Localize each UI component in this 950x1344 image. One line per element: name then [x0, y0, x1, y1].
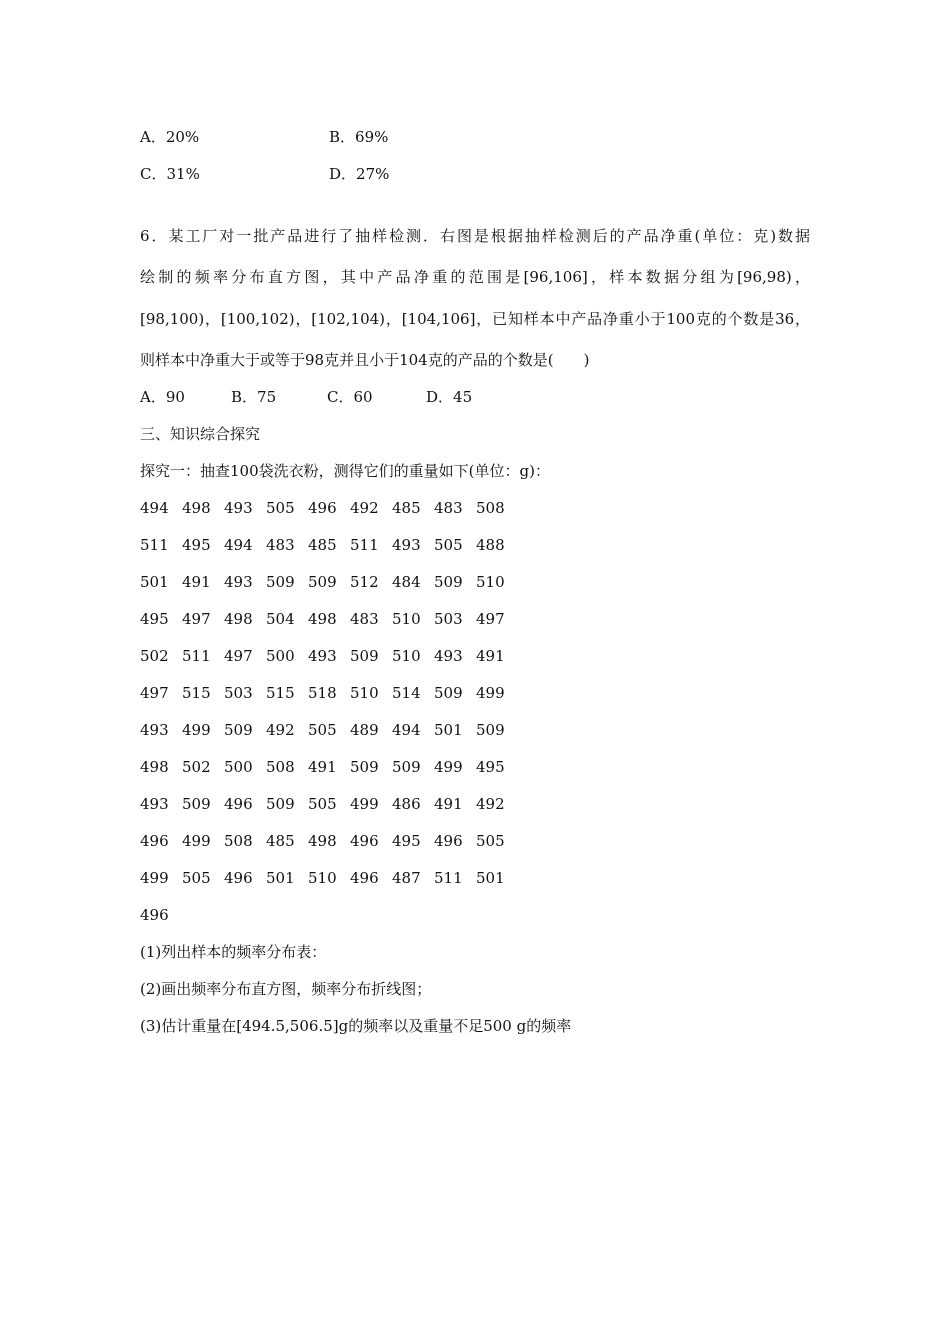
data-cell: 496: [224, 869, 253, 887]
task-1: (1)列出样本的频率分布表：: [140, 943, 327, 961]
data-cell: 499: [182, 721, 211, 739]
data-row: [140, 609, 518, 629]
data-cell: 508: [224, 832, 253, 850]
q6-text-line-4: 则样本中净重大于或等于98克并且小于104克的产品的个数是( ): [140, 351, 590, 369]
q6-option-b: B．75: [231, 388, 277, 406]
data-cell: 509: [434, 573, 463, 591]
data-cell: 496: [140, 832, 169, 850]
data-cell: 505: [308, 795, 337, 813]
data-cell: 501: [140, 573, 169, 591]
data-cell: 518: [308, 684, 337, 702]
data-cell: 514: [392, 684, 421, 702]
data-cell: 483: [350, 610, 379, 628]
data-cell: 502: [182, 758, 211, 776]
data-cell: 511: [140, 536, 169, 554]
data-row: [140, 794, 518, 814]
data-cell: 502: [140, 647, 169, 665]
data-row: [140, 720, 518, 740]
data-cell: 493: [140, 721, 169, 739]
data-cell: 509: [350, 758, 379, 776]
data-cell: 498: [140, 758, 169, 776]
data-cell: 505: [182, 869, 211, 887]
data-row: [140, 831, 518, 851]
data-cell: 494: [140, 499, 169, 517]
data-cell: 498: [308, 832, 337, 850]
data-cell: 505: [266, 499, 295, 517]
data-cell: 483: [266, 536, 295, 554]
data-cell: 493: [308, 647, 337, 665]
data-cell: 509: [308, 573, 337, 591]
data-cell: 493: [224, 499, 253, 517]
data-cell: 495: [182, 536, 211, 554]
data-cell: 496: [140, 906, 169, 924]
data-row: [140, 905, 182, 925]
section-title: 三、知识综合探究: [140, 425, 261, 443]
data-cell: 485: [308, 536, 337, 554]
data-cell: 491: [434, 795, 463, 813]
data-cell: 485: [266, 832, 295, 850]
explore-intro: 探究一：抽查100袋洗衣粉，测得它们的重量如下(单位：g)：: [140, 462, 550, 480]
data-row: [140, 683, 518, 703]
data-cell: 496: [308, 499, 337, 517]
data-cell: 505: [476, 832, 505, 850]
data-cell: 501: [266, 869, 295, 887]
data-row: [140, 572, 518, 592]
q6-text-line-3: [98,100)，[100,102)，[102,104)，[104,106]，已知样本中产品净重小于100克的个数是36，: [140, 310, 810, 328]
data-cell: 509: [266, 573, 295, 591]
data-cell: 493: [434, 647, 463, 665]
data-cell: 501: [476, 869, 505, 887]
data-row: [140, 535, 518, 555]
data-cell: 510: [476, 573, 505, 591]
data-cell: 509: [392, 758, 421, 776]
q5-option-d: D．27%: [329, 165, 390, 183]
data-cell: 496: [350, 832, 379, 850]
data-cell: 495: [476, 758, 505, 776]
data-cell: 512: [350, 573, 379, 591]
data-cell: 505: [308, 721, 337, 739]
data-cell: 515: [182, 684, 211, 702]
data-cell: 491: [476, 647, 505, 665]
data-cell: 511: [434, 869, 463, 887]
data-cell: 510: [350, 684, 379, 702]
data-cell: 489: [350, 721, 379, 739]
q6-option-d: D．45: [426, 388, 473, 406]
data-cell: 496: [434, 832, 463, 850]
task-2: (2)画出频率分布直方图，频率分布折线图；: [140, 980, 432, 998]
data-cell: 511: [350, 536, 379, 554]
q6-text-line-1: 6．某工厂对一批产品进行了抽样检测．右图是根据抽样检测后的产品净重(单位：克)数据: [140, 227, 810, 245]
data-cell: 496: [350, 869, 379, 887]
data-cell: 505: [434, 536, 463, 554]
data-cell: 497: [182, 610, 211, 628]
data-row: [140, 646, 518, 666]
data-cell: 492: [350, 499, 379, 517]
data-cell: 491: [308, 758, 337, 776]
data-cell: 498: [308, 610, 337, 628]
data-cell: 515: [266, 684, 295, 702]
q6-option-a: A．90: [140, 388, 185, 406]
data-cell: 497: [476, 610, 505, 628]
q5-option-a: A．20%: [140, 128, 200, 146]
data-cell: 509: [182, 795, 211, 813]
data-cell: 509: [476, 721, 505, 739]
q6-text-line-2: 绘制的频率分布直方图，其中产品净重的范围是[96,106]，样本数据分组为[96,98)，: [140, 268, 810, 286]
data-cell: 509: [350, 647, 379, 665]
data-cell: 508: [476, 499, 505, 517]
data-cell: 508: [266, 758, 295, 776]
data-cell: 497: [140, 684, 169, 702]
data-cell: 499: [476, 684, 505, 702]
data-cell: 511: [182, 647, 211, 665]
data-cell: 492: [266, 721, 295, 739]
data-cell: 499: [182, 832, 211, 850]
data-cell: 500: [266, 647, 295, 665]
data-cell: 503: [224, 684, 253, 702]
data-cell: 510: [392, 610, 421, 628]
data-cell: 486: [392, 795, 421, 813]
data-cell: 494: [224, 536, 253, 554]
data-cell: 503: [434, 610, 463, 628]
data-row: [140, 498, 518, 518]
data-cell: 491: [182, 573, 211, 591]
data-cell: 485: [392, 499, 421, 517]
data-cell: 499: [140, 869, 169, 887]
data-cell: 484: [392, 573, 421, 591]
data-cell: 504: [266, 610, 295, 628]
data-cell: 494: [392, 721, 421, 739]
data-cell: 497: [224, 647, 253, 665]
data-cell: 495: [392, 832, 421, 850]
data-row: [140, 868, 518, 888]
data-cell: 498: [182, 499, 211, 517]
data-cell: 492: [476, 795, 505, 813]
data-cell: 500: [224, 758, 253, 776]
data-cell: 499: [350, 795, 379, 813]
data-cell: 488: [476, 536, 505, 554]
data-cell: 483: [434, 499, 463, 517]
data-cell: 493: [224, 573, 253, 591]
data-cell: 499: [434, 758, 463, 776]
data-cell: 496: [224, 795, 253, 813]
q5-option-c: C．31%: [140, 165, 200, 183]
data-cell: 501: [434, 721, 463, 739]
data-cell: 498: [224, 610, 253, 628]
data-cell: 510: [308, 869, 337, 887]
data-cell: 493: [392, 536, 421, 554]
data-row: [140, 757, 518, 777]
data-cell: 509: [434, 684, 463, 702]
data-cell: 509: [224, 721, 253, 739]
data-cell: 510: [392, 647, 421, 665]
task-3: (3)估计重量在[494.5,506.5]g的频率以及重量不足500 g的频率: [140, 1017, 572, 1035]
q5-option-b: B．69%: [329, 128, 389, 146]
data-cell: 493: [140, 795, 169, 813]
data-cell: 509: [266, 795, 295, 813]
q6-option-c: C．60: [327, 388, 373, 406]
data-cell: 487: [392, 869, 421, 887]
data-cell: 495: [140, 610, 169, 628]
